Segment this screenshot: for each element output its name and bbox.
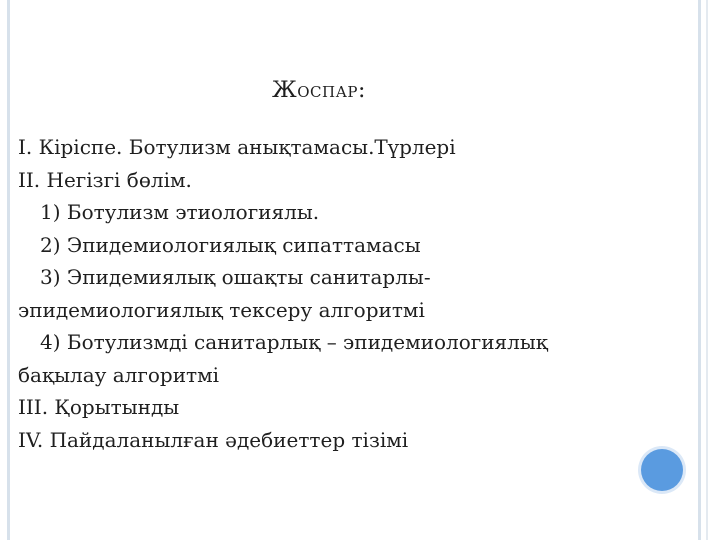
plan-subitem-etiology: 1) Ботулизм этиологиялы.	[40, 200, 320, 224]
plan-item-intro: I. Кіріспе. Ботулизм анықтамасы.Түрлері	[18, 135, 456, 159]
plan-subitem-epidemiology: 2) Эпидемиологиялық сипаттамасы	[40, 232, 421, 257]
plan-item-references: IV. Пайдаланылған әдебиеттер тізімі	[18, 427, 409, 452]
plan-list	[18, 131, 618, 456]
plan-subitem-surveillance-line2: бақылау алгоритмі	[18, 362, 220, 387]
decorative-circle	[641, 449, 683, 491]
right-outer-border-line	[706, 0, 708, 540]
slide-title-text: Жоспар:	[272, 78, 366, 103]
plan-subitem-outbreak-line1: 3) Эпидемиялық ошақты санитарлы-	[40, 265, 431, 289]
plan-item-conclusion: III. Қорытынды	[18, 395, 180, 419]
plan-item-main-part: II. Негізгі бөлім.	[18, 167, 192, 192]
plan-subitem-surveillance-line1: 4) Ботулизмді санитарлық – эпидемиологиялық	[40, 330, 548, 354]
plan-subitem-outbreak-line2: эпидемиологиялық тексеру алгоритмі	[18, 297, 425, 322]
left-border-line	[7, 0, 10, 540]
right-border-line	[698, 0, 701, 540]
slide-title	[272, 78, 366, 103]
